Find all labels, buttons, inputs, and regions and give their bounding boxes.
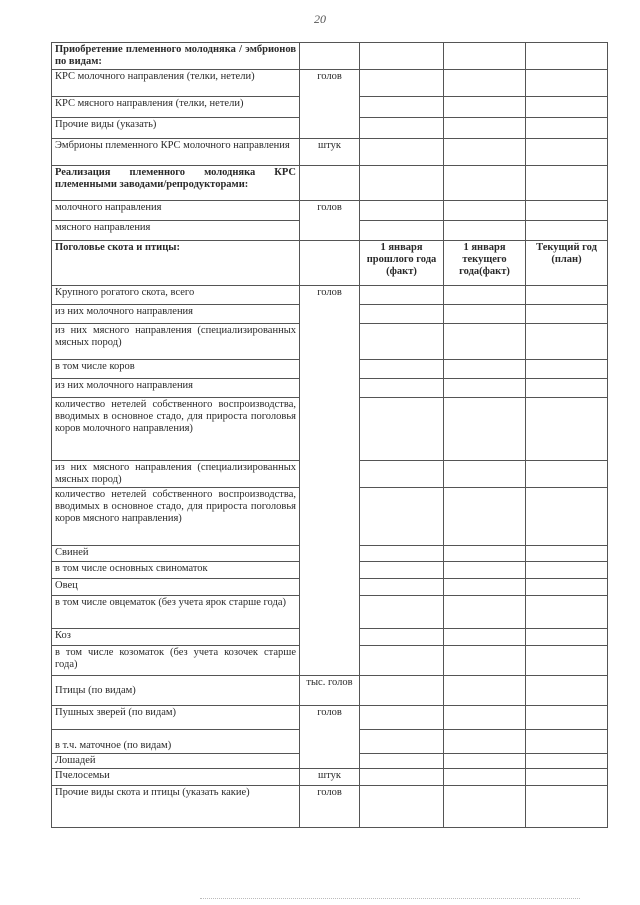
input-cell[interactable] [360, 398, 444, 461]
input-cell[interactable] [360, 166, 444, 201]
footer-divider [200, 898, 580, 899]
input-cell[interactable] [444, 629, 526, 646]
input-cell[interactable] [526, 706, 608, 730]
row-label: Крупного рогатого скота, всего [52, 286, 300, 305]
input-cell[interactable] [360, 118, 444, 139]
table-row [52, 43, 608, 70]
input-cell[interactable] [526, 629, 608, 646]
input-cell[interactable] [444, 579, 526, 596]
input-cell[interactable] [526, 70, 608, 97]
unit-label: голов [300, 286, 360, 676]
unit-label: голов [300, 706, 360, 769]
row-label: из них молочного направления [52, 305, 300, 324]
input-cell[interactable] [444, 546, 526, 562]
input-cell[interactable] [360, 324, 444, 360]
input-cell[interactable] [444, 562, 526, 579]
row-label: количество нетелей собственного воспроизводства, вводимых в основное стадо, для прироста поголовья коров мясного направления) [52, 488, 300, 546]
table-row [52, 676, 608, 706]
input-cell[interactable] [444, 139, 526, 166]
row-label: в том числе овцематок (без учета ярок старше года) [52, 596, 300, 629]
input-cell[interactable] [360, 139, 444, 166]
input-cell[interactable] [444, 754, 526, 769]
livestock-form-table [51, 42, 608, 828]
input-cell[interactable] [526, 221, 608, 241]
input-cell[interactable] [444, 97, 526, 118]
input-cell[interactable] [444, 398, 526, 461]
input-cell[interactable] [360, 596, 444, 629]
input-cell[interactable] [360, 562, 444, 579]
column-header-current-year: 1 января текущего года(факт) [444, 241, 526, 286]
table-row [52, 786, 608, 828]
column-header-plan: Текущий год (план) [526, 241, 608, 286]
unit-label: голов [300, 201, 360, 241]
input-cell[interactable] [526, 646, 608, 676]
table-row [52, 769, 608, 786]
input-cell[interactable] [526, 596, 608, 629]
row-label: Овец [52, 579, 300, 596]
row-label: в том числе коров [52, 360, 300, 379]
row-label: Птицы (по видам) [52, 676, 300, 706]
input-cell[interactable] [444, 646, 526, 676]
input-cell[interactable] [444, 286, 526, 305]
unit-label: голов [300, 786, 360, 828]
input-cell[interactable] [444, 786, 526, 828]
page-number: 20 [314, 12, 326, 26]
row-label: КРС молочного направления (телки, нетели) [52, 70, 300, 97]
input-cell[interactable] [444, 221, 526, 241]
input-cell[interactable] [526, 754, 608, 769]
input-cell[interactable] [526, 43, 608, 70]
input-cell[interactable] [526, 579, 608, 596]
input-cell[interactable] [526, 546, 608, 562]
table-row [52, 241, 608, 286]
input-cell[interactable] [360, 379, 444, 398]
input-cell[interactable] [526, 118, 608, 139]
input-cell[interactable] [526, 286, 608, 305]
input-cell[interactable] [444, 324, 526, 360]
input-cell[interactable] [360, 579, 444, 596]
input-cell[interactable] [360, 706, 444, 730]
row-label: КРС мясного направления (телки, нетели) [52, 97, 300, 118]
input-cell[interactable] [526, 488, 608, 546]
row-label: в том числе основных свиноматок [52, 562, 300, 579]
unit-label: штук [300, 769, 360, 786]
input-cell[interactable] [444, 676, 526, 706]
input-cell[interactable] [526, 769, 608, 786]
input-cell[interactable] [444, 43, 526, 70]
input-cell[interactable] [360, 360, 444, 379]
unit-cell [300, 43, 360, 70]
column-header-prev-year: 1 января прошлого года (факт) [360, 241, 444, 286]
table-row [52, 201, 608, 221]
input-cell[interactable] [444, 706, 526, 730]
unit-label: тыс. голов [300, 676, 360, 706]
input-cell[interactable] [444, 461, 526, 488]
input-cell[interactable] [444, 118, 526, 139]
input-cell[interactable] [444, 360, 526, 379]
input-cell[interactable] [444, 201, 526, 221]
input-cell[interactable] [526, 201, 608, 221]
livestock-heading: Поголовье скота и птицы: [52, 241, 300, 286]
row-label: молочного направления [52, 201, 300, 221]
input-cell[interactable] [526, 786, 608, 828]
input-cell[interactable] [360, 43, 444, 70]
input-cell[interactable] [526, 562, 608, 579]
unit-cell [300, 166, 360, 201]
row-label: из них мясного направления (специализированных мясных пород) [52, 324, 300, 360]
input-cell[interactable] [444, 769, 526, 786]
input-cell[interactable] [444, 70, 526, 97]
input-cell[interactable] [526, 139, 608, 166]
unit-label: голов [300, 70, 360, 139]
row-label: Лошадей [52, 754, 300, 769]
input-cell[interactable] [360, 754, 444, 769]
input-cell[interactable] [360, 786, 444, 828]
input-cell[interactable] [360, 201, 444, 221]
row-label: из них молочного направления [52, 379, 300, 398]
row-label: Свиней [52, 546, 300, 562]
input-cell[interactable] [360, 769, 444, 786]
acquisition-heading: Приобретение племенного молодняка / эмбрионов по видам: [52, 43, 300, 70]
input-cell[interactable] [526, 324, 608, 360]
input-cell[interactable] [444, 488, 526, 546]
row-label: в том числе козоматок (без учета козочек старше года) [52, 646, 300, 676]
row-label: из них мясного направления (специализированных мясных пород) [52, 461, 300, 488]
row-label: количество нетелей собственного воспроизводства, вводимых в основное стадо, для прироста поголовья коров молочного направления) [52, 398, 300, 461]
table-row [52, 706, 608, 730]
input-cell[interactable] [360, 305, 444, 324]
table-row [52, 70, 608, 97]
sales-heading: Реализация племенного молодняка КРС племенными заводами/репродукторами: [52, 166, 300, 201]
input-cell[interactable] [526, 166, 608, 201]
input-cell[interactable] [526, 676, 608, 706]
row-label: Пушных зверей (по видам) [52, 706, 300, 730]
input-cell[interactable] [444, 379, 526, 398]
input-cell[interactable] [360, 221, 444, 241]
input-cell[interactable] [360, 97, 444, 118]
input-cell[interactable] [526, 97, 608, 118]
row-label: Эмбрионы племенного КРС молочного направления [52, 139, 300, 166]
input-cell[interactable] [444, 596, 526, 629]
row-label: Прочие виды (указать) [52, 118, 300, 139]
input-cell[interactable] [444, 166, 526, 201]
input-cell[interactable] [526, 730, 608, 754]
input-cell[interactable] [360, 730, 444, 754]
input-cell[interactable] [526, 398, 608, 461]
input-cell[interactable] [444, 730, 526, 754]
unit-label: штук [300, 139, 360, 166]
input-cell[interactable] [360, 286, 444, 305]
row-label: Коз [52, 629, 300, 646]
row-label: Прочие виды скота и птицы (указать какие) [52, 786, 300, 828]
input-cell[interactable] [360, 676, 444, 706]
input-cell[interactable] [360, 461, 444, 488]
row-label: мясного направления [52, 221, 300, 241]
input-cell[interactable] [526, 360, 608, 379]
input-cell[interactable] [526, 305, 608, 324]
input-cell[interactable] [360, 70, 444, 97]
table-row [52, 166, 608, 201]
table-row [52, 286, 608, 305]
table-row [52, 139, 608, 166]
input-cell[interactable] [360, 646, 444, 676]
row-label: Пчелосемьи [52, 769, 300, 786]
input-cell[interactable] [360, 488, 444, 546]
input-cell[interactable] [444, 305, 526, 324]
input-cell[interactable] [360, 546, 444, 562]
unit-cell [300, 241, 360, 286]
input-cell[interactable] [526, 461, 608, 488]
input-cell[interactable] [360, 629, 444, 646]
row-label: в т.ч. маточное (по видам) [52, 730, 300, 754]
input-cell[interactable] [526, 379, 608, 398]
